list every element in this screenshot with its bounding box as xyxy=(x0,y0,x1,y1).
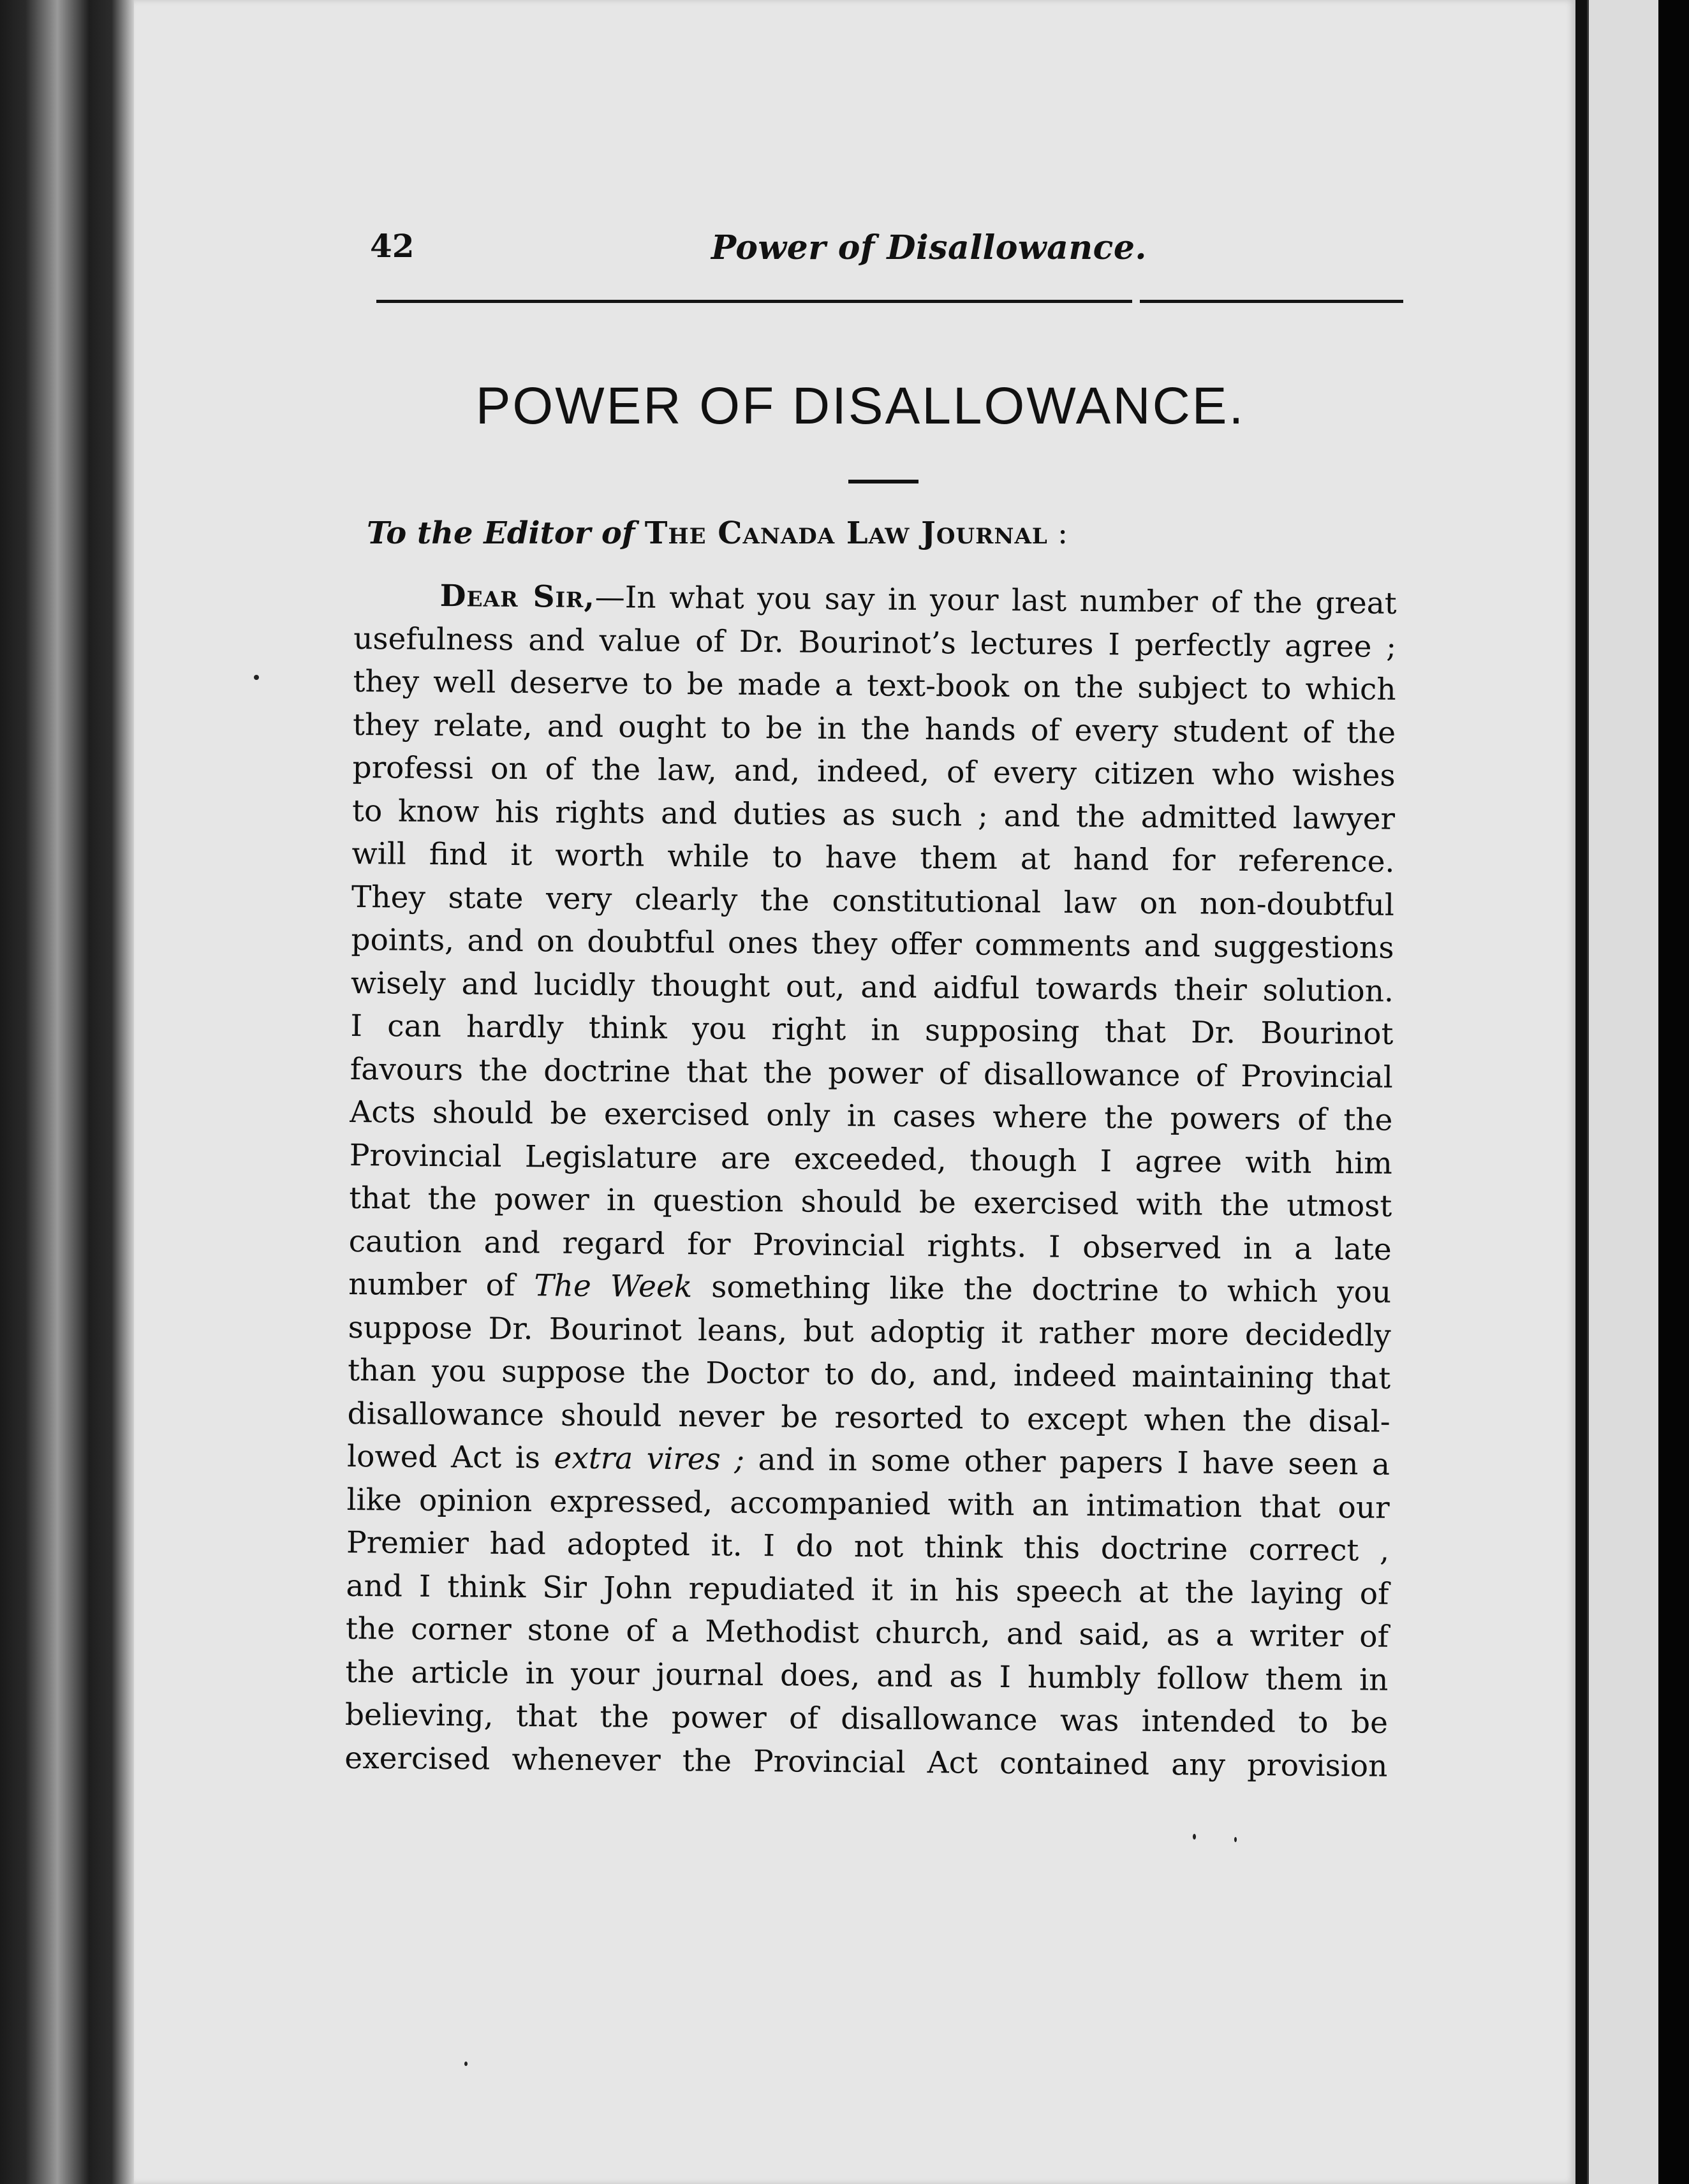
opening-text: —In what you say in your last number of the great xyxy=(594,579,1397,621)
body-line: Provincial Legislature are exceeded, though I agree with him xyxy=(349,1137,1393,1181)
body-line: exercised whenever the Provincial Act contained any provision xyxy=(344,1740,1388,1784)
body-line: will find it worth while to have them at hand for reference. xyxy=(351,836,1395,880)
body-line: believing, that the power of disallowance was intended to be xyxy=(344,1697,1389,1741)
body-line: disallowance should never be resorted to except when the disal- xyxy=(347,1396,1390,1440)
scan-speck xyxy=(464,2062,468,2066)
body-line: professi on of the law, and, indeed, of every citizen who wishes xyxy=(352,749,1396,793)
body-line: the corner stone of a Methodist church, and said, as a writer of xyxy=(345,1611,1389,1655)
body-line: they relate, and ought to be in the hands of every student of the xyxy=(352,707,1396,751)
body-line: wisely and lucidly thought out, and aidful towards their solution. xyxy=(350,965,1394,1009)
body-line: they well deserve to be made a text-book on the subject to which xyxy=(353,663,1396,707)
article-title: POWER OF DISALLOWANCE. xyxy=(475,377,1246,435)
extra-vires-term: extra vires ; xyxy=(554,1440,745,1477)
body-line: Premier had adopted it. I do not think this doctrine correct , xyxy=(346,1524,1390,1568)
scan-speck xyxy=(1234,1837,1237,1842)
body-line: that the power in question should be exercised with the utmost xyxy=(349,1180,1392,1224)
body-line: points, and on doubtful ones they offer comments and suggestions xyxy=(351,922,1394,966)
body-line: caution and regard for Provincial rights. I observed in a late xyxy=(348,1223,1392,1267)
body-line: I can hardly think you right in supposing that Dr. Bourinot xyxy=(350,1008,1394,1052)
page-number: 42 xyxy=(370,227,415,265)
body-line: to know his rights and duties as such ; and the admitted lawyer xyxy=(351,793,1396,837)
salutation xyxy=(367,515,1068,551)
header-rule xyxy=(376,300,1403,303)
body-line: usefulness and value of Dr. Bourinot’s lectures I perfectly agree ; xyxy=(353,621,1397,665)
letter-body xyxy=(344,574,1397,1788)
body-line-opening xyxy=(353,574,1396,625)
scan-speck xyxy=(1193,1834,1196,1840)
body-line: the article in your journal does, and as I humbly follow them in xyxy=(345,1654,1389,1698)
salutation-prefix: To the Editor of xyxy=(367,515,635,551)
body-line: like opinion expressed, accompanied with an intimation that our xyxy=(346,1482,1390,1526)
week-after: something like the doctrine to which you xyxy=(692,1269,1392,1310)
scan-speck xyxy=(254,675,259,680)
week-before: number of xyxy=(348,1266,535,1304)
page-gutter xyxy=(1575,0,1587,2184)
header-rule-break xyxy=(1132,297,1140,306)
body-line: suppose Dr. Bourinot leans, but adoptig it rather more decidedly xyxy=(348,1310,1391,1354)
body-line: Acts should be exercised only in cases where the powers of the xyxy=(350,1094,1393,1138)
running-header xyxy=(236,217,1435,281)
greeting: Dear Sir, xyxy=(439,579,596,615)
the-week-title: The Week xyxy=(534,1268,693,1305)
running-title: Power of Disallowance. xyxy=(711,228,1147,267)
salutation-colon: : xyxy=(1047,515,1068,551)
body-line-week xyxy=(348,1263,1391,1314)
scan-right-border xyxy=(1658,0,1689,2184)
body-line: They state very clearly the constitutional law on non-doubtful xyxy=(351,879,1395,923)
body-line-vires xyxy=(347,1435,1390,1486)
body-line: than you suppose the Doctor to do, and, indeed maintaining that xyxy=(347,1352,1391,1396)
journal-name: The Canada Law Journal xyxy=(644,515,1048,551)
body-line: and I think Sir John repudiated it in his speech at the laying of xyxy=(346,1568,1389,1612)
vires-before: lowed Act is xyxy=(346,1438,554,1476)
title-separator xyxy=(848,480,918,483)
body-line: favours the doctrine that the power of disallowance of Provincial xyxy=(350,1051,1394,1095)
vires-after: and in some other papers I have seen a xyxy=(744,1442,1390,1482)
